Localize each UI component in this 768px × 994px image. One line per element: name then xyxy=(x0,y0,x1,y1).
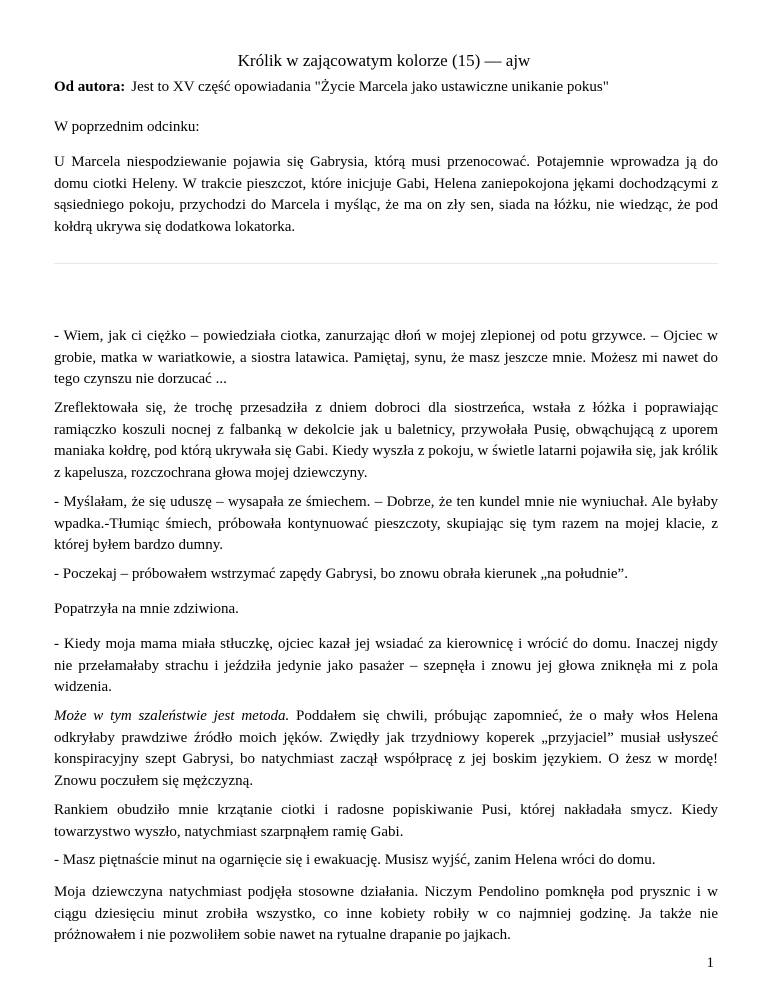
paragraph-4: - Poczekaj – próbowałem wstrzymać zapędy Gabrysi, bo znowu obrała kierunek „na południe”. xyxy=(54,566,628,582)
paragraph-1: - Wiem, jak ci ciężko – powiedziała ciotka, zanurzając dłoń w mojej zlepionej od potu grzywce. – Ojciec w grobie, matka w wariatkowie, a siostra latawica. Pamiętaj, synu, że masz jeszcze mnie. Możesz mi nawet do tego czynszu nie dorzucać ... xyxy=(54,328,718,387)
paragraph-5: Popatrzyła na mnie zdziwiona. xyxy=(54,601,239,617)
page-number: 1 xyxy=(706,955,714,971)
paragraph-7 xyxy=(54,706,718,792)
previously-heading: W poprzednim odcinku: xyxy=(54,119,200,135)
paragraph-7-text: Poddałem się chwili, próbując zapomnieć, że o mały włos Helena odkryłaby prawdziwe źródło moich jęków. Zwiędły jak trzydniowy koperek „przyjaciel” musiał usłyszeć konspiracyjny szept Gabrysi, bo natychmiast zaczął współpracę z jej boskim językiem. O żesz w mordę! Znowu poczułem się mężczyzną. xyxy=(54,708,718,789)
author-note-text: Jest to XV część opowiadania "Życie Marcela jako ustawiczne unikanie pokus" xyxy=(131,79,609,95)
section-divider xyxy=(54,263,718,264)
document-title: Królik w zającowatym kolorze (15) — ajw xyxy=(237,51,531,70)
paragraph-6: - Kiedy moja mama miała stłuczkę, ojciec kazał jej wsiadać za kierownicę i wrócić do domu. Inaczej nigdy nie przełamałaby strachu i jeździła jedynie jako pasażer – szepnęła i znowu jej głowa zniknęła mi z pola widzenia. xyxy=(54,636,718,695)
paragraph-9: - Masz piętnaście minut na ogarnięcie się i ewakuację. Musisz wyjść, zanim Helena wróci do domu. xyxy=(54,852,656,868)
author-note-label: Od autora: xyxy=(54,79,126,95)
paragraph-3: - Myślałam, że się uduszę – wysapała ze śmiechem. – Dobrze, że ten kundel mnie nie wyniuchał. Ale byłaby wpadka.-Tłumiąc śmiech, próbowała kontynuować pieszczoty, skupiając się tym razem na mojej klacie, z której byłem bardzo dumny. xyxy=(54,494,718,553)
italic-quote: Może w tym szaleństwie jest metoda. xyxy=(54,708,290,724)
paragraph-8: Rankiem obudziło mnie krzątanie ciotki i radosne popiskiwanie Pusi, której nakładała smycz. Kiedy towarzystwo wyszło, natychmiast szarpnąłem ramię Gabi. xyxy=(54,802,718,840)
summary-paragraph: U Marcela niespodziewanie pojawia się Gabrysia, którą musi przenocować. Potajemnie wprowadza ją do domu ciotki Heleny. W trakcie pieszczot, które inicjuje Gabi, Helena zaniepokojona jękami dochodzącymi z sąsiedniego pokoju, przychodzi do Marcela i myśląc, że ma on zły sen, siada na łóżku, nie wiedząc, że pod kołdrą ukrywa się dodatkowa lokatorka. xyxy=(54,154,718,235)
paragraph-10: Moja dziewczyna natychmiast podjęła stosowne działania. Niczym Pendolino pomknęła pod prysznic i w ciągu dziesięciu minut zrobiła wszystko, co inne kobiety robiły w co najmniej godzinę. Ja także nie próżnowałem i nie pozwoliłem sobie nawet na rytualne drapanie po jajkach. xyxy=(54,884,718,943)
paragraph-2: Zreflektowała się, że trochę przesadziła z dniem dobroci dla siostrzeńca, wstała z łóżka i poprawiając ramiączko koszuli nocnej z falbanką w dekolcie jak u baletnicy, przywołała Pusię, obwąchującą z uporem maniaka kołdrę, pod którą ukrywała się Gabi. Kiedy wyszła z pokoju, w świetle latarni pojawiła się, jak królik z kapelusza, rozczochrana głowa mojej dziewczyny. xyxy=(54,400,718,481)
author-note xyxy=(54,78,724,96)
